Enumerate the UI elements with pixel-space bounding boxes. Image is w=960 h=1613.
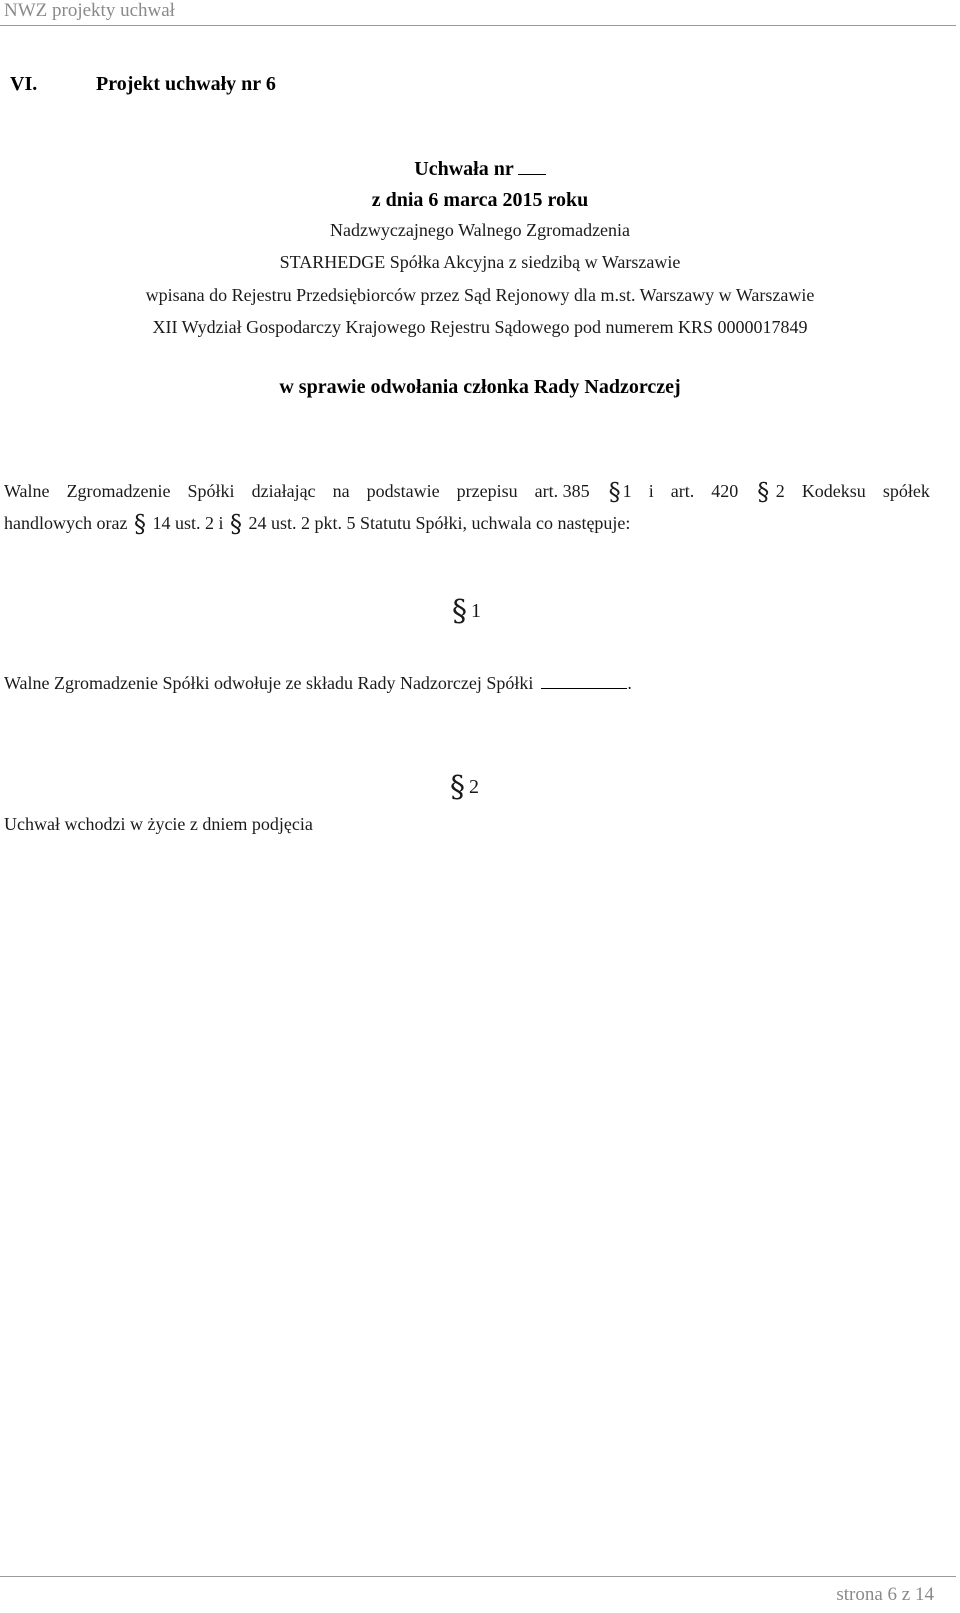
- running-header: NWZ projekty uchwał: [4, 0, 175, 21]
- intro-line-2: handlowych oraz § 14 ust. 2 i § 24 ust. 2 pkt. 5 Statutu Spółki, uchwala co następuje:: [4, 510, 631, 538]
- section-sign-icon: §: [450, 770, 465, 805]
- intro-word: 420: [711, 481, 739, 501]
- intro-word: Zgromadzenie: [66, 481, 171, 501]
- member-name-blank: [541, 674, 627, 689]
- page-number: strona 6 z 14: [836, 1584, 934, 1605]
- section-title: Projekt uchwały nr 6: [96, 73, 276, 95]
- intro-word: § 1: [608, 478, 632, 506]
- paragraph-2-text: Uchwał wchodzi w życie z dniem podjęcia: [4, 814, 313, 834]
- section-number: VI.: [10, 73, 38, 95]
- section-sign-icon: §: [452, 594, 467, 629]
- intro-word: na: [332, 481, 350, 501]
- intro-word: art.: [670, 481, 695, 501]
- company-line: XII Wydział Gospodarczy Krajowego Rejestru Sądowego pod numerem KRS 0000017849: [152, 317, 808, 337]
- company-line: wpisana do Rejestru Przedsiębiorców przez Sąd Rejonowy dla m.st. Warszawy w Warszawie: [145, 285, 815, 305]
- company-line: Nadzwyczajnego Walnego Zgromadzenia: [329, 220, 631, 240]
- intro-word: § 2: [757, 478, 785, 506]
- intro-word: spółek: [882, 481, 930, 501]
- section-sign-icon: §: [133, 510, 146, 538]
- header-rule: [0, 25, 956, 26]
- paragraph-2-heading: § 2: [450, 770, 479, 805]
- resolution-number-blank: [518, 160, 546, 175]
- intro-word: Kodeksu: [801, 481, 866, 501]
- paragraph-1-text: Walne Zgromadzenie Spółki odwołuje ze składu Rady Nadzorczej Spółki .: [4, 673, 632, 693]
- footer-rule: [0, 1576, 956, 1577]
- intro-word: i: [648, 481, 654, 501]
- section-heading: [10, 72, 276, 96]
- intro-word: przepisu: [456, 481, 518, 501]
- intro-line-1: [4, 475, 930, 507]
- resolution-date: z dnia 6 marca 2015 roku: [371, 189, 589, 211]
- resolution-title: [0, 156, 960, 182]
- company-line: STARHEDGE Spółka Akcyjna z siedzibą w Warszawie: [279, 252, 681, 272]
- section-sign-icon: §: [757, 478, 770, 506]
- section-sign-icon: §: [229, 510, 242, 538]
- section-sign-icon: §: [608, 478, 621, 506]
- intro-word: art. 385: [534, 481, 590, 501]
- paragraph-1-heading: § 1: [452, 594, 481, 629]
- resolution-subject: w sprawie odwołania członka Rady Nadzorczej: [279, 376, 681, 398]
- intro-word: podstawie: [366, 481, 440, 501]
- intro-word: Spółki: [187, 481, 235, 501]
- intro-word: działając: [251, 481, 316, 501]
- resolution-title-text: Uchwała nr: [414, 158, 514, 180]
- intro-paragraph: [4, 475, 930, 539]
- intro-word: Walne: [4, 481, 50, 501]
